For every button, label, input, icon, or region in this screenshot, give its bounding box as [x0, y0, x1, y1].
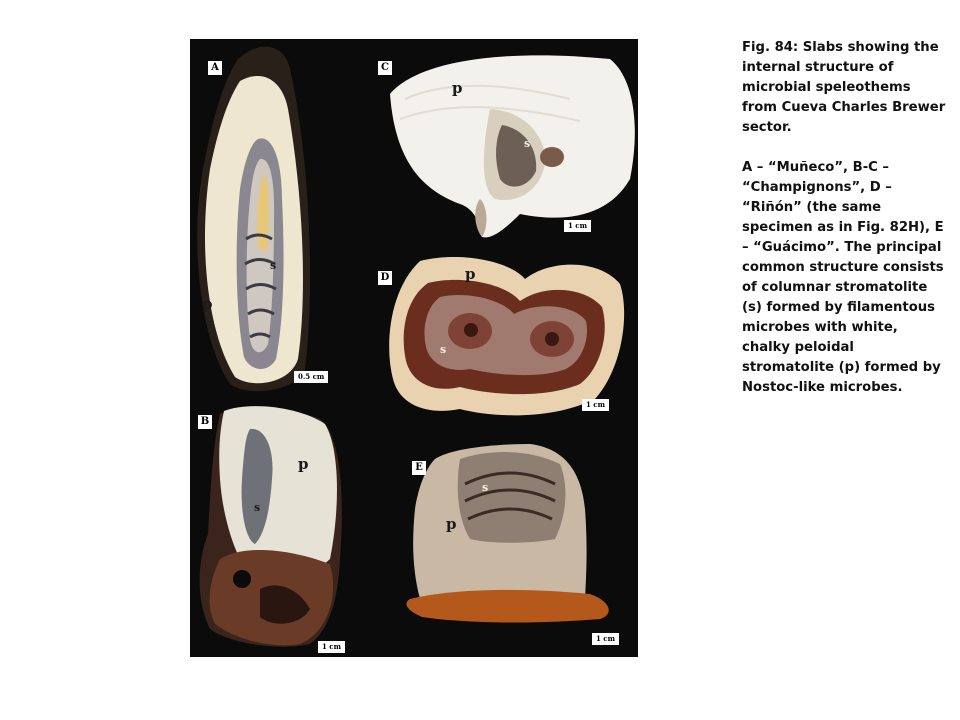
label-e-s: s: [482, 481, 489, 494]
specimen-b: [200, 406, 342, 647]
panel-letter-c: C: [378, 61, 392, 75]
label-a-s: s: [270, 259, 277, 272]
caption-title: Fig. 84: Slabs showing the internal structure of microbial speleothems from Cueva Charles Brewer sector.: [742, 40, 946, 135]
scale-bar-a: 0.5 cm: [294, 371, 328, 383]
scale-bar-d: 1 cm: [582, 399, 609, 411]
scale-bar-e: 1 cm: [592, 633, 619, 645]
label-d-p: p: [465, 265, 476, 283]
specimen-c: [390, 55, 635, 237]
label-c-p: p: [452, 79, 463, 97]
specimen-e: [406, 444, 608, 623]
panel-letter-b: B: [198, 415, 212, 429]
specimen-d: [389, 257, 624, 415]
label-e-p: p: [446, 515, 457, 533]
panel-letter-d: D: [378, 271, 392, 285]
specimen-a: [197, 47, 310, 392]
scale-bar-c: 1 cm: [564, 220, 591, 232]
figure-caption: [742, 38, 947, 398]
panel-letter-e: E: [412, 461, 426, 475]
label-c-s: s: [524, 137, 531, 150]
scale-bar-b: 1 cm: [318, 641, 345, 653]
caption-body: A – “Muñeco”, B-C – “Champignons”, D – “Riñón” (the same specimen as in Fig. 82H), E – “Guácimo”. The principal common structure consists of columnar stromatolite (s) formed by filamentous microbes with white, chalky peloidal stromatolite (p) formed by Nostoc-like microbes.: [742, 160, 944, 395]
figure-plate: [190, 39, 638, 657]
label-b-p: p: [298, 455, 309, 473]
panel-letter-a: A: [208, 61, 222, 75]
specimen-photos: [190, 39, 638, 657]
label-d-s: s: [440, 343, 447, 356]
label-b-s: s: [254, 501, 261, 514]
label-a-p: p: [202, 295, 213, 313]
